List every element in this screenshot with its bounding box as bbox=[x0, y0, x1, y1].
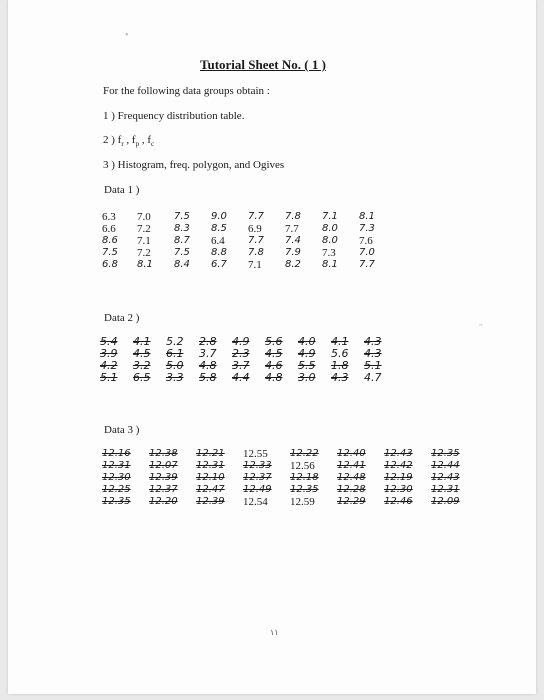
data3-value: 12.49 bbox=[243, 484, 272, 495]
data3-value: 12.31 bbox=[431, 484, 460, 495]
data3-value: 12.37 bbox=[243, 472, 272, 483]
data2-value: 3.3 bbox=[166, 371, 184, 384]
data1-row bbox=[102, 235, 396, 247]
data2-value: 2.3 bbox=[232, 347, 250, 360]
data2-value: 4.2 bbox=[100, 359, 118, 372]
data1-value: 8.4 bbox=[174, 259, 190, 270]
data3-table bbox=[102, 448, 478, 508]
data1-value: 6.3 bbox=[102, 211, 116, 223]
data1-value: 8.3 bbox=[174, 223, 190, 234]
data3-value: 12.16 bbox=[102, 448, 131, 459]
data3-value: 12.22 bbox=[290, 448, 319, 459]
data1-value: 7.2 bbox=[137, 247, 151, 259]
data3-value: 12.20 bbox=[149, 496, 178, 507]
data2-value: 3.0 bbox=[298, 371, 316, 384]
data3-value: 12.35 bbox=[431, 448, 460, 459]
data2-value: 4.9 bbox=[232, 335, 250, 348]
data2-value: 2.8 bbox=[199, 335, 217, 348]
data1-value: 8.1 bbox=[137, 259, 153, 270]
data3-value: 12.30 bbox=[384, 484, 413, 495]
data3-value: 12.28 bbox=[337, 484, 366, 495]
corner-mark: • bbox=[125, 30, 129, 41]
data1-value: 6.7 bbox=[211, 259, 227, 270]
data1-label: Data 1 ) bbox=[104, 184, 140, 196]
data3-value: 12.56 bbox=[290, 460, 315, 472]
data3-value: 12.38 bbox=[149, 448, 178, 459]
data3-value: 12.44 bbox=[431, 460, 460, 471]
data2-value: 4.3 bbox=[331, 371, 349, 384]
data3-row bbox=[102, 472, 478, 484]
data2-value: 6.5 bbox=[133, 371, 151, 384]
data2-row bbox=[100, 372, 397, 384]
data1-value: 7.6 bbox=[359, 235, 373, 247]
data1-value: 7.5 bbox=[102, 247, 118, 258]
data3-value: 12.54 bbox=[243, 496, 268, 508]
data2-value: 4.9 bbox=[298, 347, 316, 360]
data2-label: Data 2 ) bbox=[104, 312, 140, 324]
data2-value: 3.2 bbox=[133, 359, 151, 372]
data2-value: 4.5 bbox=[265, 347, 283, 360]
data1-value: 7.1 bbox=[137, 235, 151, 247]
data3-value: 12.55 bbox=[243, 448, 268, 460]
data2-value: 3.7 bbox=[232, 359, 250, 372]
data3-value: 12.19 bbox=[384, 472, 413, 483]
data2-value: 4.4 bbox=[232, 371, 250, 384]
data2-value: 5.1 bbox=[364, 359, 382, 372]
data3-value: 12.48 bbox=[337, 472, 366, 483]
data3-value: 12.43 bbox=[384, 448, 413, 459]
data1-value: 7.1 bbox=[248, 259, 262, 271]
data3-value: 12.39 bbox=[149, 472, 178, 483]
data3-value: 12.43 bbox=[431, 472, 460, 483]
task-3: 3 ) Histogram, freq. polygon, and Ogives bbox=[103, 159, 285, 171]
data1-value: 8.0 bbox=[322, 223, 338, 234]
data2-value: 4.1 bbox=[133, 335, 151, 348]
data2-value: 4.6 bbox=[265, 359, 283, 372]
data3-value: 12.47 bbox=[196, 484, 225, 495]
data2-value: 4.0 bbox=[298, 335, 316, 348]
data1-value: 8.1 bbox=[359, 211, 375, 222]
data1-value: 7.2 bbox=[137, 223, 151, 235]
data3-row bbox=[102, 460, 478, 472]
data1-value: 7.8 bbox=[248, 247, 264, 258]
data3-value: 12.18 bbox=[290, 472, 319, 483]
data1-value: 7.7 bbox=[248, 235, 264, 246]
data2-value: 5.8 bbox=[199, 371, 217, 384]
data3-label: Data 3 ) bbox=[104, 424, 140, 436]
data3-value: 12.33 bbox=[243, 460, 272, 471]
data2-value: 5.2 bbox=[166, 335, 184, 348]
data3-value: 12.21 bbox=[196, 448, 225, 459]
data3-value: 12.09 bbox=[431, 496, 460, 507]
data2-value: 4.8 bbox=[265, 371, 283, 384]
data1-row bbox=[102, 211, 396, 223]
data3-value: 12.37 bbox=[149, 484, 178, 495]
data1-value: 8.7 bbox=[174, 235, 190, 246]
data2-value: 5.0 bbox=[166, 359, 184, 372]
data2-value: 4.3 bbox=[364, 335, 382, 348]
data3-row bbox=[102, 496, 478, 508]
data3-value: 12.35 bbox=[102, 496, 131, 507]
data1-value: 7.0 bbox=[359, 247, 375, 258]
data1-value: 7.7 bbox=[248, 211, 264, 222]
data1-value: 7.4 bbox=[285, 235, 301, 246]
data3-value: 12.30 bbox=[102, 472, 131, 483]
data1-value: 7.5 bbox=[174, 247, 190, 258]
data1-value: 8.8 bbox=[211, 247, 227, 258]
sheet-title: Tutorial Sheet No. ( 1 ) bbox=[200, 57, 326, 72]
data1-value: 6.8 bbox=[102, 259, 118, 270]
data1-value: 7.9 bbox=[285, 247, 301, 258]
data2-value: 4.3 bbox=[364, 347, 382, 360]
data3-value: 12.25 bbox=[102, 484, 131, 495]
data2-table bbox=[100, 336, 397, 384]
data2-value: 5.6 bbox=[331, 347, 349, 360]
data3-value: 12.40 bbox=[337, 448, 366, 459]
data3-value: 12.07 bbox=[149, 460, 178, 471]
data1-value: 7.1 bbox=[322, 211, 338, 222]
data1-row bbox=[102, 223, 396, 235]
data3-value: 12.10 bbox=[196, 472, 225, 483]
data1-row bbox=[102, 247, 396, 259]
data2-value: 3.7 bbox=[199, 347, 217, 360]
data1-table bbox=[102, 211, 396, 271]
data3-value: 12.31 bbox=[196, 460, 225, 471]
data1-row bbox=[102, 259, 396, 271]
data1-value: 8.5 bbox=[211, 223, 227, 234]
data2-value: 3.9 bbox=[100, 347, 118, 360]
data1-value: 8.0 bbox=[322, 235, 338, 246]
intro-text: For the following data groups obtain : bbox=[103, 85, 270, 97]
data1-value: 9.0 bbox=[211, 211, 227, 222]
data2-value: 4.7 bbox=[364, 371, 382, 384]
data3-value: 12.42 bbox=[384, 460, 413, 471]
data1-value: 6.9 bbox=[248, 223, 262, 235]
task-2: 2 ) $f_r$ , $f_p$ , $f_c$ bbox=[103, 134, 155, 149]
data1-value: 8.6 bbox=[102, 235, 118, 246]
task-1: 1 ) Frequency distribution table. bbox=[103, 110, 245, 122]
data2-value: 5.1 bbox=[100, 371, 118, 384]
data2-value: 1.8 bbox=[331, 359, 349, 372]
tutorial-sheet bbox=[8, 0, 536, 694]
data2-value: 6.1 bbox=[166, 347, 184, 360]
data1-value: 7.0 bbox=[137, 211, 151, 223]
data1-value: 7.5 bbox=[174, 211, 190, 222]
data3-value: 12.35 bbox=[290, 484, 319, 495]
data2-value: 5.6 bbox=[265, 335, 283, 348]
data3-value: 12.29 bbox=[337, 496, 366, 507]
data1-value: 7.3 bbox=[322, 247, 336, 259]
data1-value: 7.7 bbox=[359, 259, 375, 270]
data1-value: 8.2 bbox=[285, 259, 301, 270]
page-number: ١١ bbox=[270, 628, 279, 637]
data2-value: 4.8 bbox=[199, 359, 217, 372]
data3-value: 12.41 bbox=[337, 460, 366, 471]
data3-value: 12.59 bbox=[290, 496, 315, 508]
data2-value: 5.5 bbox=[298, 359, 316, 372]
data1-value: 6.6 bbox=[102, 223, 116, 235]
data2-value: 4.1 bbox=[331, 335, 349, 348]
data3-value: 12.39 bbox=[196, 496, 225, 507]
data3-value: 12.31 bbox=[102, 460, 131, 471]
data3-value: 12.46 bbox=[384, 496, 413, 507]
margin-mark: „ bbox=[479, 318, 483, 327]
data1-value: 6.4 bbox=[211, 235, 225, 247]
data1-value: 7.3 bbox=[359, 223, 375, 234]
data3-row bbox=[102, 484, 478, 496]
data1-value: 7.7 bbox=[285, 223, 299, 235]
data2-value: 4.5 bbox=[133, 347, 151, 360]
data1-value: 8.1 bbox=[322, 259, 338, 270]
data2-value: 5.4 bbox=[100, 335, 118, 348]
data1-value: 7.8 bbox=[285, 211, 301, 222]
data3-row bbox=[102, 448, 478, 460]
